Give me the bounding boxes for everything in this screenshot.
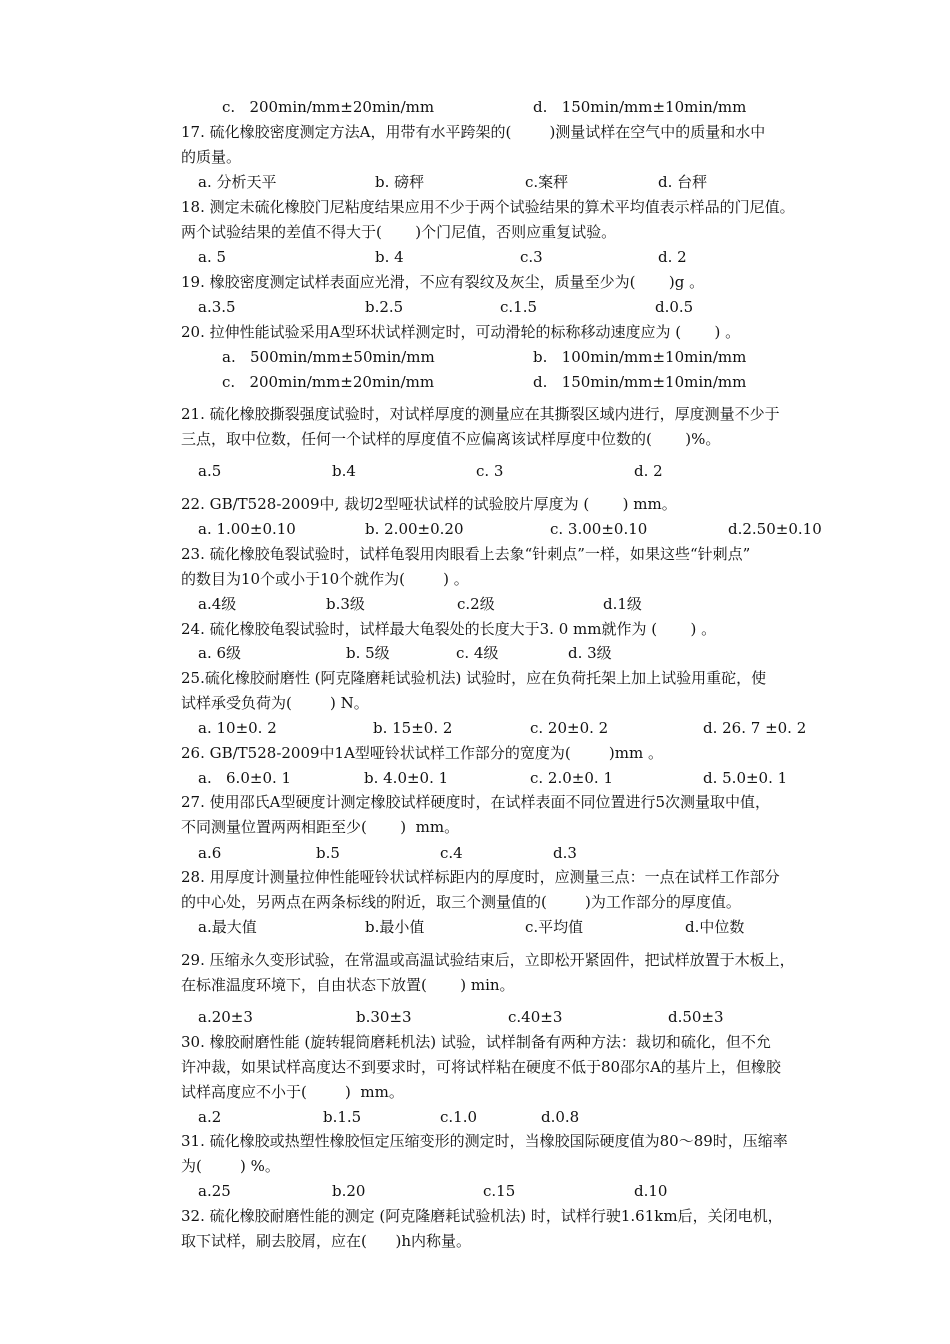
q18-option-a: a. 5 bbox=[198, 248, 227, 266]
q30-line1: 30. 橡胶耐磨性能 (旋转辊筒磨耗机法) 试验，试样制备有两种方法：裁切和硫化，但不允 bbox=[181, 1033, 771, 1051]
q23-option-b: b.3级 bbox=[326, 595, 365, 613]
q16-option-d: d. 150min/mm±10min/mm bbox=[533, 98, 747, 116]
q32-line1: 32. 硫化橡胶耐磨性能的测定 (阿克隆磨耗试验机法) 时，试样行驶1.61km后，关闭电机， bbox=[181, 1207, 783, 1225]
q29-line2: 在标准温度环境下，自由状态下放置( ) min。 bbox=[181, 976, 515, 994]
q21-option-c: c. 3 bbox=[476, 462, 504, 480]
q29-option-c: c.40±3 bbox=[508, 1008, 563, 1026]
q30-option-d: d.0.8 bbox=[541, 1108, 580, 1126]
q18-option-d: d. 2 bbox=[658, 248, 687, 266]
q19-option-d: d.0.5 bbox=[655, 298, 694, 316]
q23-line2: 的数目为10个或小于10个就作为( ) 。 bbox=[181, 570, 469, 588]
q26-option-d: d. 5.0±0. 1 bbox=[703, 769, 788, 787]
q21-option-b: b.4 bbox=[332, 462, 356, 480]
q32-line2: 取下试样，刷去胶屑，应在( )h内称量。 bbox=[181, 1232, 471, 1250]
q21-line1: 21. 硫化橡胶撕裂强度试验时，对试样厚度的测量应在其撕裂区域内进行，厚度测量不少于 bbox=[181, 405, 780, 423]
q21-line2: 三点，取中位数，任何一个试样的厚度值不应偏离该试样厚度中位数的( )%。 bbox=[181, 430, 721, 448]
q17-option-a: a. 分析天平 bbox=[198, 173, 277, 191]
q21-option-a: a.5 bbox=[198, 462, 222, 480]
q17-option-c: c.案秤 bbox=[525, 173, 569, 191]
q26-option-b: b. 4.0±0. 1 bbox=[364, 769, 449, 787]
q27-line1: 27. 使用邵氏A型硬度计测定橡胶试样硬度时，在试样表面不同位置进行5次测量取中值， bbox=[181, 793, 771, 811]
q25-option-a: a. 10±0. 2 bbox=[198, 719, 277, 737]
q22-option-b: b. 2.00±0.20 bbox=[365, 520, 464, 538]
q21-option-d: d. 2 bbox=[634, 462, 663, 480]
q31-option-a: a.25 bbox=[198, 1182, 231, 1200]
q24-line1: 24. 硫化橡胶龟裂试验时，试样最大龟裂处的长度大于3. 0 mm就作为 ( ) 。 bbox=[181, 620, 717, 638]
q22-line1: 22. GB/T528-2009中, 裁切2型哑状试样的试验胶片厚度为 ( ) mm。 bbox=[181, 495, 677, 513]
q25-line1: 25.硫化橡胶耐磨性 (阿克隆磨耗试验机法) 试验时，应在负荷托架上加上试验用重砣，使 bbox=[181, 669, 767, 687]
q31-option-d: d.10 bbox=[634, 1182, 668, 1200]
q23-option-d: d.1级 bbox=[603, 595, 642, 613]
q19-option-b: b.2.5 bbox=[365, 298, 404, 316]
q28-option-d: d.中位数 bbox=[685, 918, 745, 936]
q24-option-a: a. 6级 bbox=[198, 644, 242, 662]
q24-option-b: b. 5级 bbox=[346, 644, 390, 662]
q28-option-c: c.平均值 bbox=[525, 918, 584, 936]
q26-option-c: c. 2.0±0. 1 bbox=[530, 769, 613, 787]
q19-line1: 19. 橡胶密度测定试样表面应光滑，不应有裂纹及灰尘，质量至少为( )g 。 bbox=[181, 273, 705, 291]
q19-option-a: a.3.5 bbox=[198, 298, 236, 316]
q29-option-a: a.20±3 bbox=[198, 1008, 253, 1026]
q28-line1: 28. 用厚度计测量拉伸性能哑铃状试样标距内的厚度时，应测量三点：一点在试样工作部分 bbox=[181, 868, 780, 886]
q17-line1: 17. 硫化橡胶密度测定方法A，用带有水平跨架的( )测量试样在空气中的质量和水中 bbox=[181, 123, 766, 141]
q29-option-d: d.50±3 bbox=[668, 1008, 724, 1026]
q17-option-b: b. 磅秤 bbox=[375, 173, 425, 191]
q25-line2: 试样承受负荷为( ) N。 bbox=[181, 694, 369, 712]
q19-option-c: c.1.5 bbox=[500, 298, 538, 316]
q24-option-d: d. 3级 bbox=[568, 644, 612, 662]
q28-option-b: b.最小值 bbox=[365, 918, 425, 936]
q31-option-b: b.20 bbox=[332, 1182, 366, 1200]
q17-line2: 的质量。 bbox=[181, 148, 242, 166]
q26-line1: 26. GB/T528-2009中1A型哑铃状试样工作部分的宽度为( )mm 。 bbox=[181, 744, 664, 762]
q30-line2: 许冲裁，如果试样高度达不到要求时，可将试样粘在硬度不低于80邵尔A的基片上，但橡胶 bbox=[181, 1058, 781, 1076]
q29-option-b: b.30±3 bbox=[356, 1008, 412, 1026]
q20-option-d: d. 150min/mm±10min/mm bbox=[533, 373, 747, 391]
q31-line1: 31. 硫化橡胶或热塑性橡胶恒定压缩变形的测定时，当橡胶国际硬度值为80～89时，压缩率 bbox=[181, 1132, 788, 1150]
q27-option-d: d.3 bbox=[553, 844, 577, 862]
q27-line2: 不同测量位置两两相距至少( ) mm。 bbox=[181, 818, 460, 836]
q24-option-c: c. 4级 bbox=[456, 644, 499, 662]
q27-option-c: c.4 bbox=[440, 844, 463, 862]
q22-option-a: a. 1.00±0.10 bbox=[198, 520, 296, 538]
q25-option-d: d. 26. 7 ±0. 2 bbox=[703, 719, 807, 737]
q25-option-b: b. 15±0. 2 bbox=[373, 719, 453, 737]
q18-option-c: c.3 bbox=[520, 248, 543, 266]
q22-option-d: d.2.50±0.10 bbox=[728, 520, 822, 538]
q27-option-b: b.5 bbox=[316, 844, 340, 862]
q30-option-a: a.2 bbox=[198, 1108, 222, 1126]
q20-option-b: b. 100min/mm±10min/mm bbox=[533, 348, 747, 366]
q20-option-a: a. 500min/mm±50min/mm bbox=[222, 348, 435, 366]
q18-line1: 18. 测定未硫化橡胶门尼粘度结果应用不少于两个试验结果的算术平均值表示样品的门尼值。 bbox=[181, 198, 795, 216]
q28-option-a: a.最大值 bbox=[198, 918, 257, 936]
q17-option-d: d. 台秤 bbox=[658, 173, 708, 191]
q22-option-c: c. 3.00±0.10 bbox=[550, 520, 648, 538]
q16-option-c: c. 200min/mm±20min/mm bbox=[222, 98, 435, 116]
q20-line1: 20. 拉伸性能试验采用A型环状试样测定时，可动滑轮的标称移动速度应为 ( ) 。 bbox=[181, 323, 741, 341]
q30-option-b: b.1.5 bbox=[323, 1108, 362, 1126]
q30-option-c: c.1.0 bbox=[440, 1108, 478, 1126]
q30-line3: 试样高度应不小于( ) mm。 bbox=[181, 1083, 404, 1101]
q18-option-b: b. 4 bbox=[375, 248, 404, 266]
q31-option-c: c.15 bbox=[483, 1182, 516, 1200]
q28-line2: 的中心处，另两点在两条标线的附近，取三个测量值的( )为工作部分的厚度值。 bbox=[181, 893, 741, 911]
q26-option-a: a. 6.0±0. 1 bbox=[198, 769, 292, 787]
q29-line1: 29. 压缩永久变形试验，在常温或高温试验结束后，立即松开紧固件，把试样放置于木板上， bbox=[181, 951, 795, 969]
q20-option-c: c. 200min/mm±20min/mm bbox=[222, 373, 435, 391]
q23-option-a: a.4级 bbox=[198, 595, 237, 613]
q23-line1: 23. 硫化橡胶龟裂试验时，试样龟裂用肉眼看上去象“针刺点”一样，如果这些“针刺点” bbox=[181, 545, 751, 563]
q23-option-c: c.2级 bbox=[457, 595, 495, 613]
q25-option-c: c. 20±0. 2 bbox=[530, 719, 609, 737]
q27-option-a: a.6 bbox=[198, 844, 222, 862]
q18-line2: 两个试验结果的差值不得大于( )个门尼值，否则应重复试验。 bbox=[181, 223, 617, 241]
q31-line2: 为( ) %。 bbox=[181, 1157, 280, 1175]
